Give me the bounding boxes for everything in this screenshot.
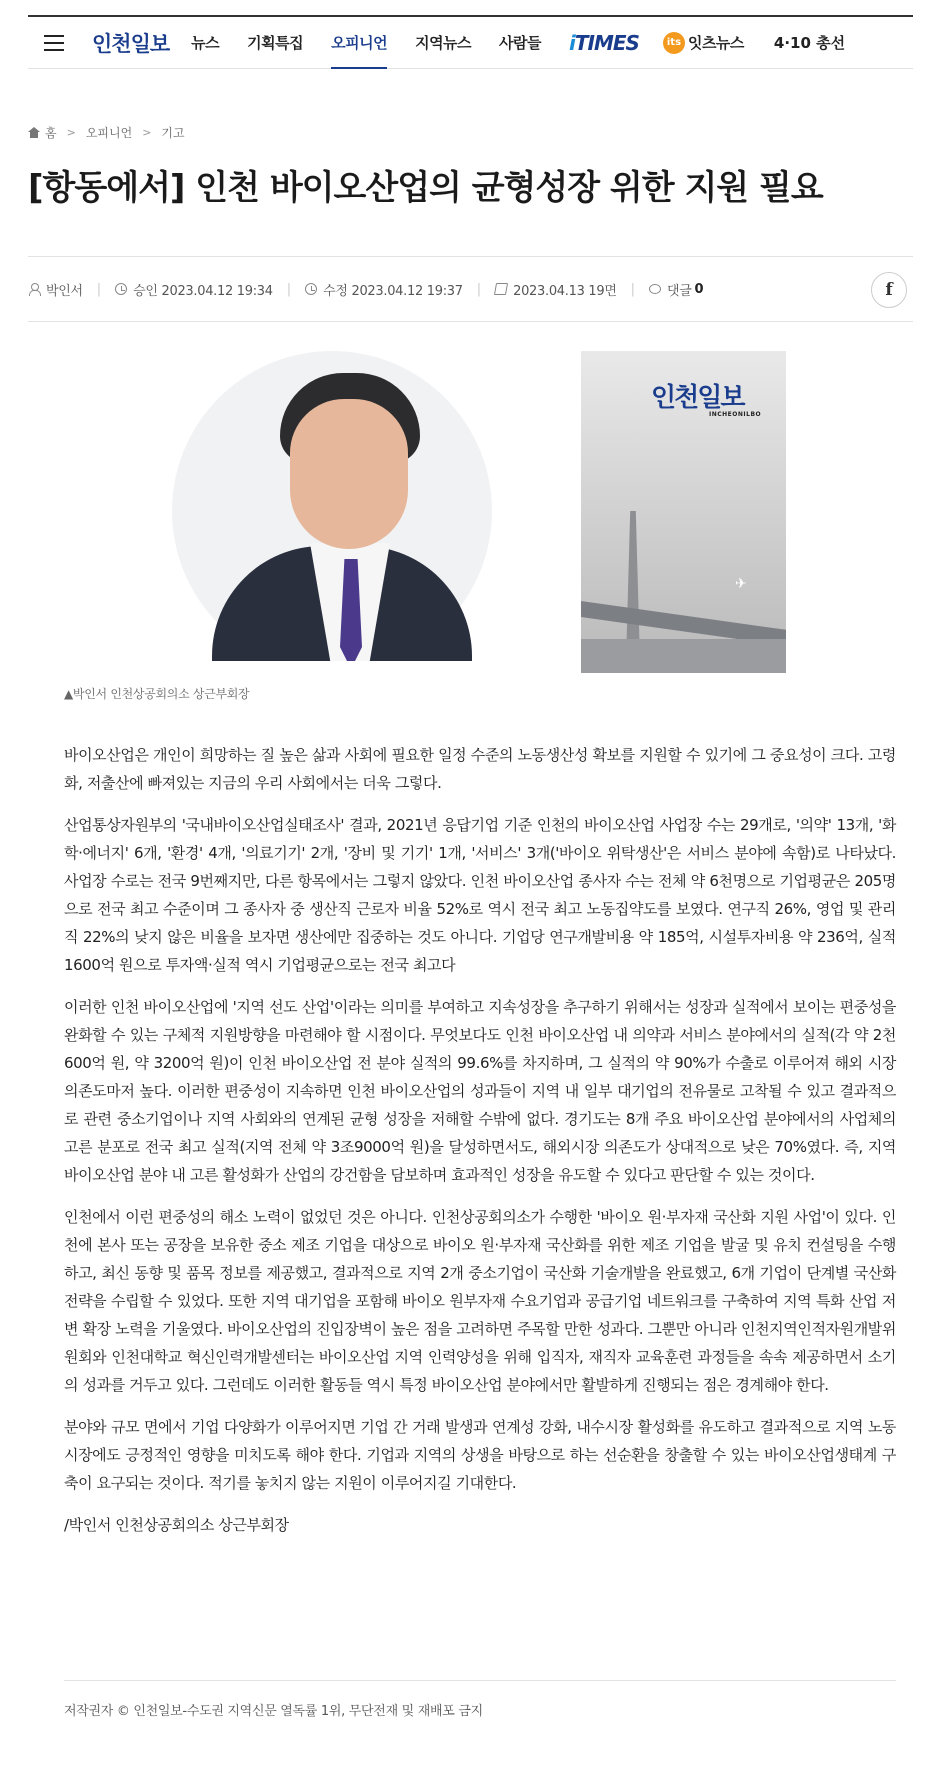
article-paragraph: 바이오산업은 개인이 희망하는 질 높은 삶과 사회에 필요한 일정 수준의 노동생산성 확보를 지원할 수 있기에 그 중요성이 크다. 고령화, 저출산에 빠져있는 지금의 우리 사회에서는 더욱 그렇다. [64,746,896,792]
brand-logo: 인천일보 [651,383,744,413]
meta-divider: | [630,281,635,297]
nav-item-people[interactable]: 사람들 [499,34,542,52]
article-paragraph: 산업통상자원부의 '국내바이오산업실태조사' 결과, 2021년 응답기업 기준 인천의 바이오산업 사업장 수는 29개로, '의약' 13개, '화학·에너지' 6개, '환경' 4개, '의료기기' 2개, '장비 및 기기' 1개, '서비스' 3개('바이오 위탁생산'은 서비스 분야에 속함)로 나타났다. 사업장 수로는 전국 9번째지만, 다른 항목에서는 그렇지 않았다. 인천 바이오산업 종사자 수는 전체 약 6천명으로 기업평균은 205명으로 전국 최고 수준이며 그 종사자 중 생산직 근로자 비율 52%로 역시 전국 최고 노동집약도를 보였다. 연구직 26%, 영업 및 관리직 22%의 낮지 않은 비율을 보자면 생산에만 집중하는 것도 아니다. 기업당 연구개발비용 약 185억, 시설투자비용 약 236억, 실적 1600억 원으로 투자액·실적 역시 기업평균으로는 전국 최고다 [64,816,896,974]
its-news-link[interactable] [663,32,744,54]
meta-divider: | [476,281,482,297]
breadcrumb-home[interactable]: 홈 [45,126,57,140]
chevron-right-icon: > [142,126,152,139]
article-paragraph: 분야와 규모 면에서 기업 다양화가 이루어지면 기업 간 거래 발생과 연계성 강화, 내수시장 활성화를 유도하고 결과적으로 지역 노동시장에도 긍정적인 영향을 미치도록 해야 한다. 기업과 지역의 상생을 바탕으로 하는 선순환을 창출할 수 있는 바이오산업생태계 구축이 요구되는 것이다. 적기를 놓치지 않는 지원이 이루어지길 기대한다. [64,1418,896,1492]
print-edition: 2023.04.13 19면 [513,283,617,299]
site-logo[interactable]: 인천일보 [92,31,170,56]
breadcrumb-contribution[interactable]: 기고 [161,126,185,140]
facebook-share-button[interactable] [871,272,907,308]
meta-divider: | [96,281,102,297]
election-link[interactable]: 4·10 총선 [773,34,846,52]
comment-icon [649,284,661,294]
nav-item-news[interactable]: 뉴스 [191,34,220,52]
meta-modified [305,280,463,299]
meta-approved [115,280,273,299]
itimes-prefix: i [569,30,575,55]
nav-menu [191,17,569,68]
meta-print [495,280,616,299]
clock-icon [305,283,317,295]
hamburger-menu-icon[interactable] [44,35,64,51]
brand-logo-subtitle: INCHEONILBO [709,411,762,418]
breadcrumb [28,124,185,141]
author-portrait [172,351,492,661]
itimes-label: TIMES [574,30,639,55]
author-name: 박인서 [46,283,83,299]
article-body [64,741,896,1553]
article-signature: /박인서 인천상공회의소 상근부회장 [64,1516,289,1534]
person-icon [28,283,40,295]
modified-time: 수정 2023.04.12 19:37 [323,283,463,299]
newspaper-brand-image [581,351,786,673]
chevron-right-icon: > [66,126,76,139]
its-news-label: 잇츠뉴스 [687,34,744,52]
article-meta-bar [28,256,913,322]
comments-label: 댓글 [666,283,692,299]
article-paragraph: 인천에서 이런 편중성의 해소 노력이 없었던 것은 아니다. 인천상공회의소가 수행한 '바이오 원·부자재 국산화 지원 사업'이 있다. 인천에 본사 또는 공장을 보유한 중소 제조 기업을 대상으로 바이오 원·부자재 국산화를 위한 제조 기업을 발굴 및 유치 컨설팅을 수행하고, 최신 동향 및 품목 정보를 제공했고, 결과적으로 지역 2개 중소기업이 국산화 기술개발을 완료했고, 6개 기업이 단계별 국산화 전략을 수립할 수 있었다. 또한 지역 대기업을 포함해 바이오 원부자재 수요기업과 공급기업 네트워크를 구축하여 지역 특화 산업 저변 확장 노력을 기울였다. 바이오산업의 진입장벽이 높은 점을 고려하면 주목할 만한 성과다. 그뿐만 아니라 인천지역인적자원개발위원회와 인천대학교 혁신인력개발센터는 바이오산업 지역 인력양성을 위해 입직자, 재직자 교육훈련 과정들을 속속 제공하면서 소기의 성과를 거두고 있다. 그런데도 이러한 활동들 역시 특정 바이오산업 분야에서만 활발하게 진행되는 점은 경계해야 한다. [64,1208,897,1394]
meta-author [28,280,83,299]
facebook-icon: f [885,280,893,300]
itimes-link[interactable] [569,31,639,55]
article-paragraph: 이러한 인천 바이오산업에 '지역 선도 산업'이라는 의미를 부여하고 지속성장을 추구하기 위해서는 성장과 실적에서 보이는 편중성을 완화할 수 있는 구체적 지원방향을 마련해야 할 시점이다. 무엇보다도 인천 바이오산업 내 의약과 서비스 분야에서의 실적(각 약 2천600억 원, 약 3200억 원)이 인천 바이오산업 전 분야 실적의 99.6%를 차지하며, 그 실적의 약 90%가 수출로 이루어져 해외 시장 의존도마저 높다. 이러한 편중성이 지속하면 인천 바이오산업의 성과들이 지역 내 일부 대기업의 전유물로 고착될 수 있고 결과적으로 관련 중소기업이나 지역 사회와의 연계된 균형 성장을 저해할 수밖에 없다. 경기도는 8개 주요 바이오산업 분야에서의 사업체의 고른 분포로 전국 최고 실적(지역 전체 약 3조9000억 원)을 달성하면서도, 해외시장 의존도가 상대적으로 낮은 70%였다. 즉, 지역 바이오산업 분야 내 고른 활성화가 산업의 강건함을 담보하며 효과적인 성장을 유도할 수 있다고 판단할 수 있는 것이다. [64,998,896,1184]
portrait-face [290,399,408,549]
newspaper-icon [494,283,508,295]
top-navigation [28,15,913,69]
photo-caption: ▲박인서 인천상공회의소 상근부회장 [64,687,250,701]
article-headline: [항동에서] 인천 바이오산업의 균형성장 위한 지원 필요 [28,168,823,208]
its-logo-icon: its [663,32,685,54]
comments-count: 0 [694,281,704,297]
nav-item-local-news[interactable]: 지역뉴스 [415,34,472,52]
copyright-notice: 저작권자 © 인천일보-수도권 지역신문 열독률 1위, 무단전재 및 재배포 금지 [64,1704,483,1719]
breadcrumb-opinion[interactable]: 오피니언 [85,126,133,140]
bridge-ground [581,639,786,673]
nav-item-opinion[interactable]: 오피니언 [331,17,387,68]
airplane-icon: ✈ [735,576,747,592]
footer-divider [64,1680,896,1681]
approved-time: 승인 2023.04.12 19:34 [133,283,273,299]
nav-item-features[interactable]: 기획특집 [247,34,304,52]
clock-icon [115,283,127,295]
home-icon[interactable] [28,127,40,138]
meta-comments[interactable] [649,280,703,299]
meta-divider: | [286,281,292,297]
